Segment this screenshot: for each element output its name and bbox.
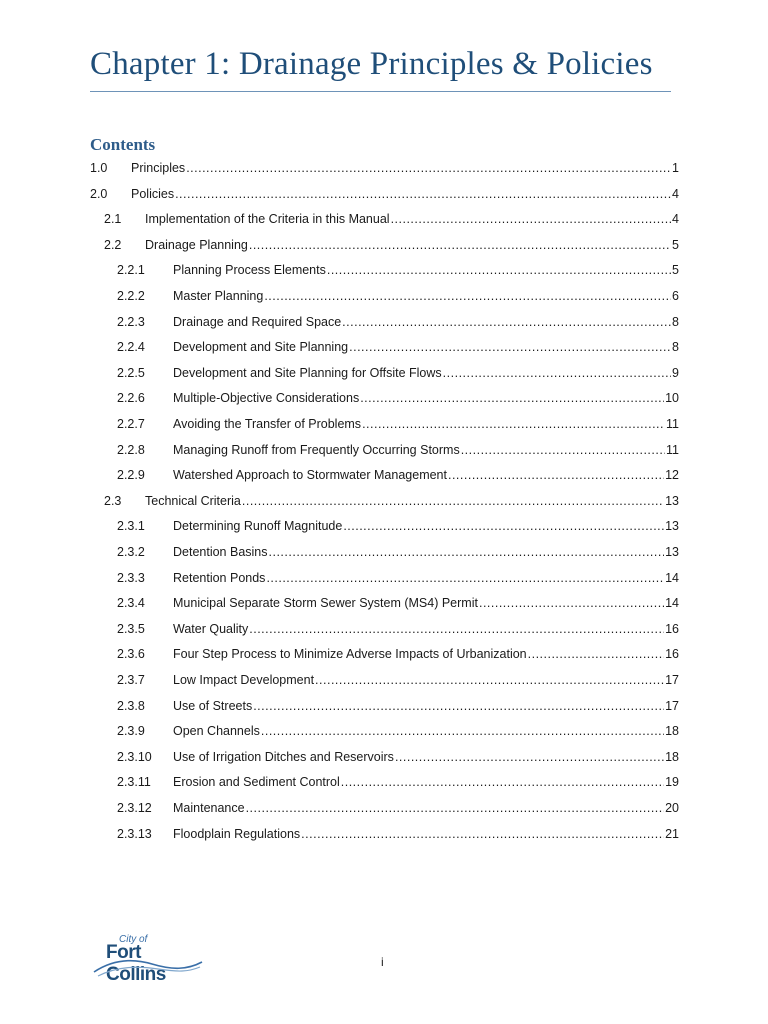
logo-fort-collins: Fort Collins <box>106 942 166 985</box>
toc-entry-title: Watershed Approach to Stormwater Management <box>173 468 447 483</box>
toc-entry-title: Managing Runoff from Frequently Occurring Storms <box>173 442 460 457</box>
toc-entry-number: 2.2.1 <box>117 263 145 278</box>
toc-entry-page: 14 <box>665 570 679 585</box>
toc-entry-number: 2.3.3 <box>117 570 145 585</box>
toc-entry[interactable] <box>117 387 679 409</box>
toc-entry-page: 11 <box>666 442 679 457</box>
toc-dot-leader <box>528 643 664 665</box>
toc-entry-page: 13 <box>665 493 679 508</box>
toc-entry-page: 13 <box>665 519 679 534</box>
toc-entry[interactable] <box>117 669 679 691</box>
toc-entry-number: 2.3.11 <box>117 775 151 790</box>
toc-entry-number: 2.3.2 <box>117 545 145 559</box>
toc-entry-title: Low Impact Development <box>173 673 315 687</box>
toc-dot-leader <box>249 234 671 256</box>
toc-entry-page: 5 <box>672 237 679 252</box>
toc-entry-page: 5 <box>672 263 679 278</box>
toc-entry-page: 19 <box>665 775 679 790</box>
toc-entry-title: Multiple-Objective Considerations <box>173 391 360 406</box>
toc-entry-page: 20 <box>665 801 679 815</box>
toc-entry-title: Master Planning <box>173 289 264 303</box>
toc-entry-number: 2.2.2 <box>117 289 145 303</box>
toc-entry-page: 4 <box>672 186 679 201</box>
toc-dot-leader <box>341 771 664 793</box>
toc-entry-page: 18 <box>665 724 679 739</box>
toc-entry-page: 18 <box>665 749 679 764</box>
toc-entry-number: 2.3.12 <box>117 801 152 815</box>
toc-entry[interactable] <box>90 157 679 179</box>
toc-entry-title: Water Quality <box>173 621 249 636</box>
toc-entry-title: Open Channels <box>173 724 260 739</box>
toc-entry-page: 17 <box>665 698 679 713</box>
toc-entry-number: 2.3.7 <box>117 673 145 687</box>
toc-entry-number: 2.2.9 <box>117 468 145 483</box>
toc-dot-leader <box>343 515 664 537</box>
toc-entry-number: 2.2.4 <box>117 340 145 355</box>
toc-dot-leader <box>253 695 664 717</box>
toc-entry-number: 2.3.10 <box>117 749 152 764</box>
toc-dot-leader <box>327 259 671 281</box>
toc-entry-page: 16 <box>665 621 679 636</box>
toc-entry[interactable] <box>117 746 679 768</box>
toc-dot-leader <box>264 285 671 307</box>
toc-entry[interactable] <box>117 362 679 384</box>
toc-dot-leader <box>395 746 664 768</box>
toc-entry[interactable] <box>117 464 679 486</box>
toc-entry-number: 2.3.13 <box>117 826 152 841</box>
toc-entry-title: Principles <box>131 161 186 175</box>
toc-entry-page: 9 <box>672 365 679 380</box>
toc-dot-leader <box>315 669 664 691</box>
toc-entry[interactable] <box>117 515 679 537</box>
toc-entry[interactable] <box>104 208 679 230</box>
toc-entry-title: Retention Ponds <box>173 570 266 585</box>
toc-entry-page: 11 <box>666 417 679 431</box>
toc-dot-leader <box>301 823 664 845</box>
toc-entry-number: 2.2.6 <box>117 391 145 406</box>
toc-dot-leader <box>448 464 664 486</box>
toc-dot-leader <box>242 490 664 512</box>
toc-entry-number: 1.0 <box>90 161 108 175</box>
toc-entry-title: Drainage and Required Space <box>173 314 342 329</box>
toc-dot-leader <box>261 720 664 742</box>
toc-entry[interactable] <box>117 439 679 461</box>
toc-entry[interactable] <box>117 771 679 793</box>
toc-entry-number: 2.1 <box>104 212 122 227</box>
toc-entry[interactable] <box>117 618 679 640</box>
toc-entry-page: 17 <box>665 673 679 687</box>
toc-entry-number: 2.3.8 <box>117 698 145 713</box>
toc-entry[interactable] <box>117 567 679 589</box>
toc-dot-leader <box>479 592 664 614</box>
toc-entry[interactable] <box>117 311 679 333</box>
toc-dot-leader <box>246 797 665 819</box>
toc-entry-title: Policies <box>131 186 175 201</box>
toc-entry-number: 2.3.9 <box>117 724 145 739</box>
logo-city-of: City of <box>119 934 148 945</box>
toc-entry-title: Development and Site Planning for Offsite Flows <box>173 365 442 380</box>
toc-entry-page: 10 <box>665 391 679 406</box>
toc-entry-number: 2.3 <box>104 493 122 508</box>
toc-entry-title: Detention Basins <box>173 545 268 559</box>
toc-entry-page: 14 <box>665 596 679 611</box>
toc-entry-page: 8 <box>672 340 679 355</box>
toc-dot-leader <box>269 541 665 563</box>
title-divider <box>90 91 671 92</box>
toc-entry-number: 2.2.8 <box>117 442 145 457</box>
toc-dot-leader <box>186 157 671 179</box>
fort-collins-logo <box>92 934 204 985</box>
toc-entry-page: 21 <box>665 826 679 841</box>
logo-swoosh-icon <box>92 954 204 978</box>
toc-dot-leader <box>349 336 671 358</box>
toc-entry-title: Determining Runoff Magnitude <box>173 519 343 534</box>
toc-dot-leader <box>391 208 671 230</box>
toc-entry-page: 4 <box>672 212 679 227</box>
toc-entry-number: 2.3.1 <box>117 519 145 534</box>
toc-dot-leader <box>266 567 664 589</box>
toc-entry-number: 2.2 <box>104 237 122 252</box>
toc-entry[interactable] <box>117 413 679 435</box>
contents-heading: Contents <box>90 135 156 154</box>
toc-entry-title: Four Step Process to Minimize Adverse Impacts of Urbanization <box>173 647 527 662</box>
toc-entry[interactable] <box>117 720 679 742</box>
toc-entry-title: Maintenance <box>173 801 245 815</box>
toc-dot-leader <box>249 618 664 640</box>
toc-entry-title: Use of Irrigation Ditches and Reservoirs <box>173 749 394 764</box>
page-number: i <box>381 955 384 969</box>
toc-entry[interactable] <box>117 259 679 281</box>
toc-entry-number: 2.2.7 <box>117 417 145 431</box>
toc-dot-leader <box>461 439 665 461</box>
toc-entry-title: Development and Site Planning <box>173 340 349 355</box>
toc-entry-title: Floodplain Regulations <box>173 826 301 841</box>
chapter-title: Chapter 1: Drainage Principles & Policies <box>90 46 653 82</box>
toc-entry[interactable] <box>117 695 679 717</box>
toc-dot-leader <box>342 311 671 333</box>
toc-entry-title: Drainage Planning <box>145 237 248 252</box>
toc-entry[interactable] <box>90 183 679 205</box>
toc-entry[interactable] <box>104 234 679 256</box>
toc-entry[interactable] <box>117 285 679 307</box>
toc-entry-page: 6 <box>672 289 679 303</box>
toc-entry[interactable] <box>117 336 679 358</box>
toc-entry-number: 2.3.6 <box>117 647 145 662</box>
toc-entry-title: Planning Process Elements <box>173 263 326 278</box>
toc-dot-leader <box>362 413 665 435</box>
toc-entry-page: 12 <box>665 468 679 483</box>
toc-entry-page: 13 <box>665 545 679 559</box>
toc-entry[interactable] <box>117 797 679 819</box>
toc-dot-leader <box>175 183 671 205</box>
toc-entry-number: 2.3.5 <box>117 621 145 636</box>
toc-entry-number: 2.2.5 <box>117 365 145 380</box>
toc-entry[interactable] <box>104 490 679 512</box>
toc-entry-page: 1 <box>672 161 679 175</box>
toc-entry[interactable] <box>117 643 679 665</box>
toc-entry[interactable] <box>117 541 679 563</box>
toc-entry-title: Erosion and Sediment Control <box>173 775 340 790</box>
toc-entry-title: Technical Criteria <box>145 493 241 508</box>
toc-entry[interactable] <box>117 592 679 614</box>
toc-dot-leader <box>443 362 671 384</box>
toc-entry-title: Use of Streets <box>173 698 253 713</box>
toc-entry-number: 2.3.4 <box>117 596 145 611</box>
toc-entry-title: Implementation of the Criteria in this Manual <box>145 212 390 227</box>
toc-entry-title: Municipal Separate Storm Sewer System (MS4) Permit <box>173 596 478 611</box>
toc-entry-number: 2.2.3 <box>117 314 145 329</box>
toc-entry-title: Avoiding the Transfer of Problems <box>173 417 362 431</box>
toc-entry[interactable] <box>117 823 679 845</box>
toc-entry-page: 16 <box>665 647 679 662</box>
toc-dot-leader <box>360 387 664 409</box>
toc-entry-number: 2.0 <box>90 186 108 201</box>
toc-entry-page: 8 <box>672 314 679 329</box>
